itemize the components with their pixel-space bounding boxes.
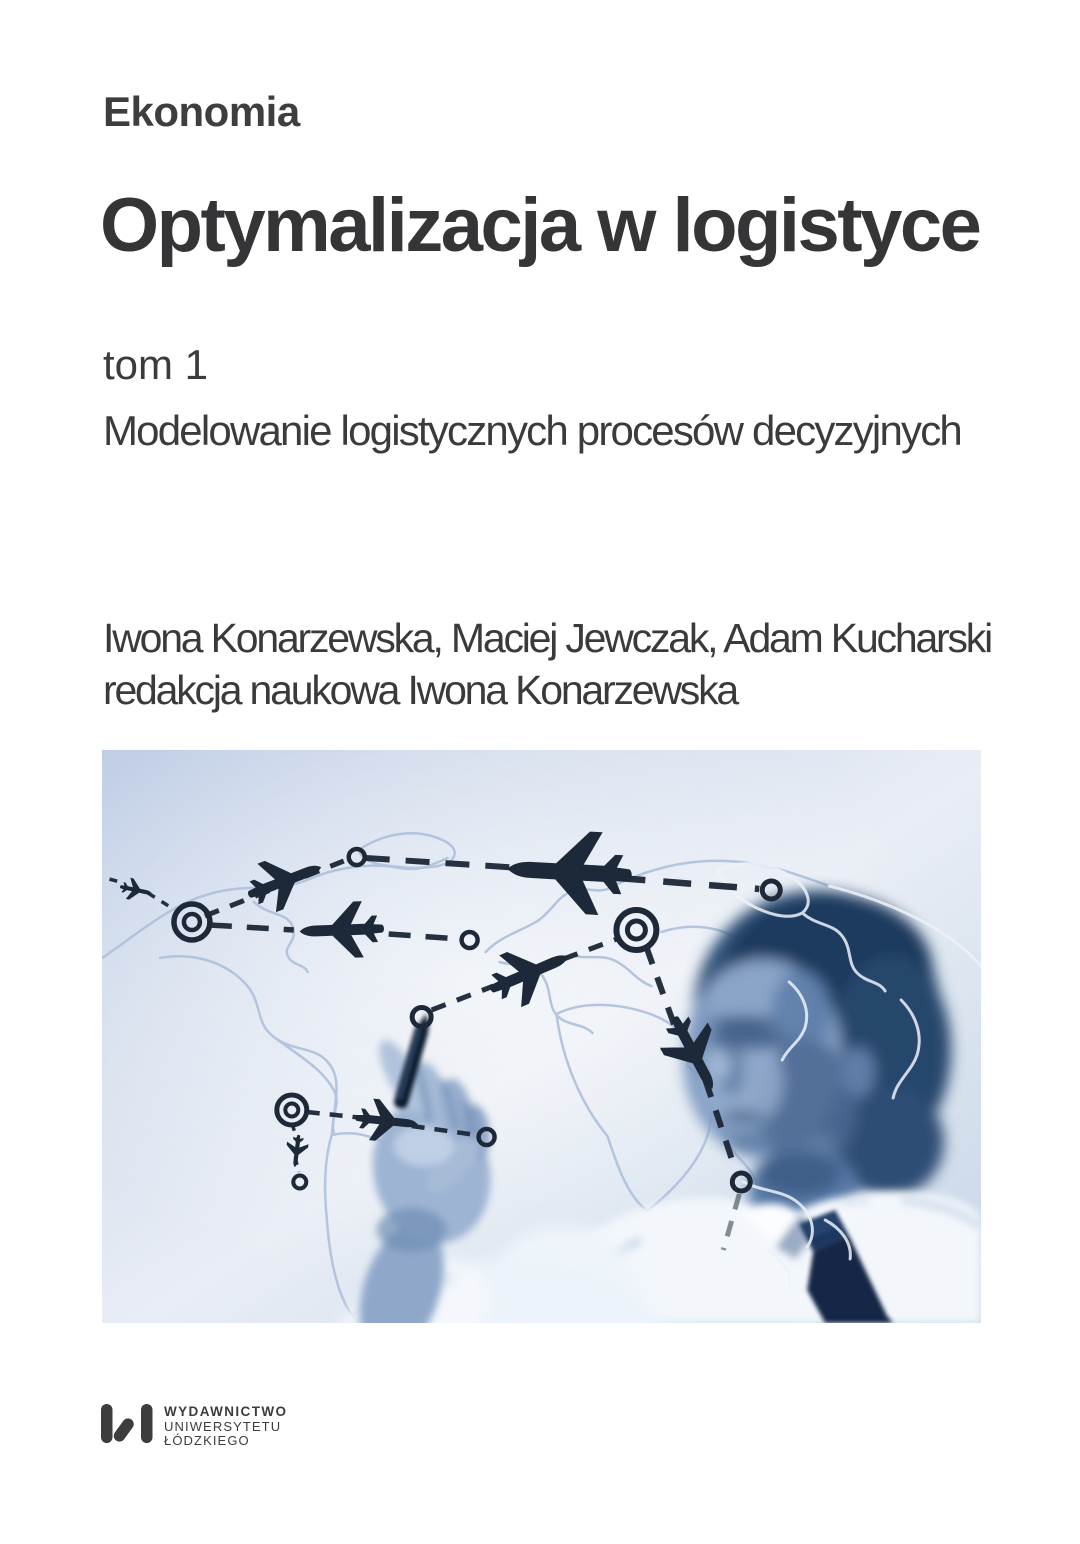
cover-photo [102,750,981,1323]
volume-label: tom 1 [103,341,209,388]
publisher-name [164,1404,287,1449]
publisher-name-line2: UNIWERSYTETU [164,1418,282,1434]
publisher-name-line1: WYDAWNICTWO [164,1404,288,1419]
cover-photo-illustration [102,750,981,1323]
authors-block [103,612,991,716]
book-subtitle: Modelowanie logistycznych procesów decyzyjnych [103,407,961,454]
editors-line: redakcja naukowa Iwona Konarzewska [103,667,737,713]
publisher-logo [101,1404,287,1449]
category-label: Ekonomia [103,88,300,135]
book-title: Optymalizacja w logistyce [100,183,980,268]
publisher-logo-mark [101,1404,155,1444]
publisher-name-line3: ŁÓDZKIEGO [164,1433,250,1448]
authors-line: Iwona Konarzewska, Maciej Jewczak, Adam Kucharski [103,615,992,661]
